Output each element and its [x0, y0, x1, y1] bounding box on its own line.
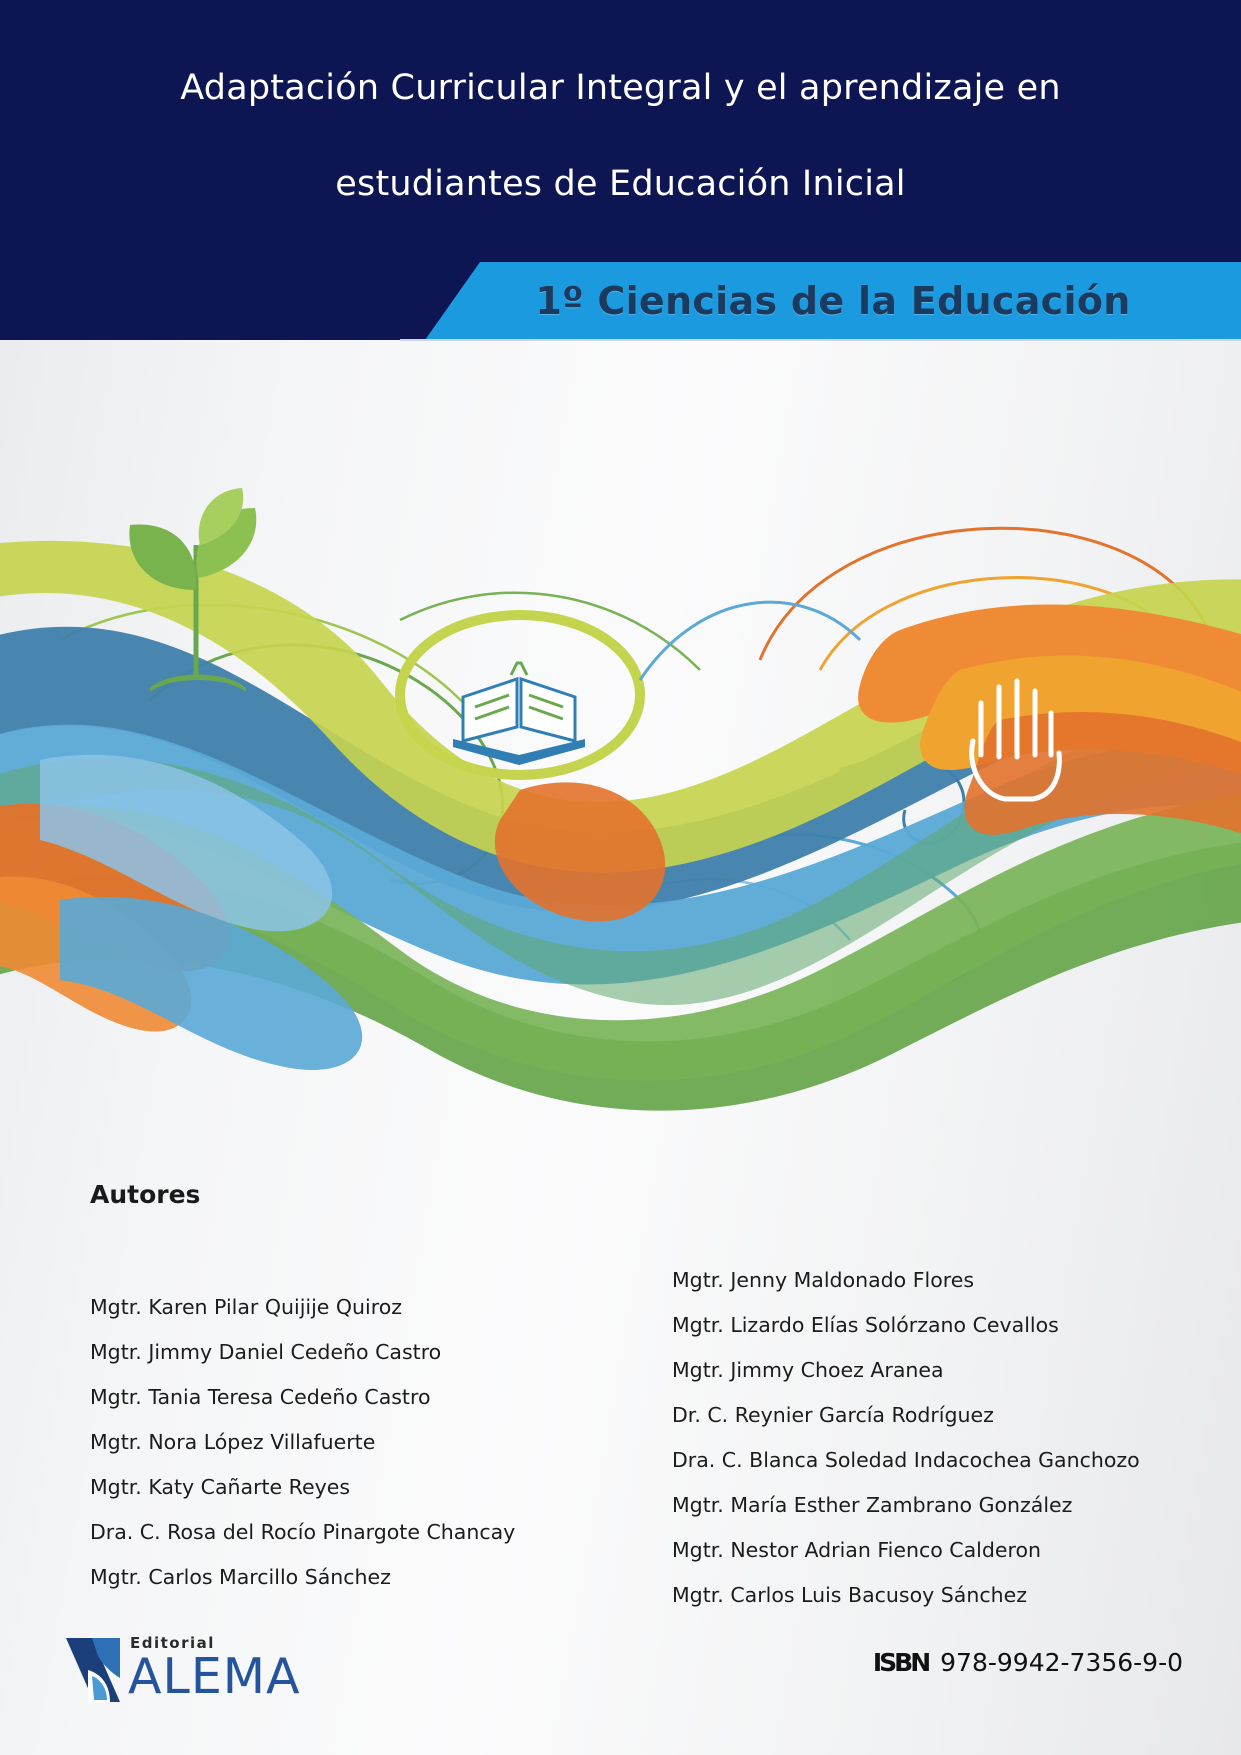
title-line-2: estudiantes de Educación Inicial: [335, 164, 906, 204]
page-title: [60, 40, 1181, 232]
author-item: Mgtr. Karen Pilar Quijije Quiroz: [90, 1295, 403, 1319]
author-item: Mgtr. Jimmy Choez Aranea: [672, 1358, 944, 1382]
authors-column-right: [672, 1258, 1140, 1618]
author-item: Mgtr. Carlos Marcillo Sánchez: [90, 1565, 391, 1589]
author-item: Mgtr. Lizardo Elías Solórzano Cevallos: [672, 1313, 1059, 1337]
author-item: Mgtr. Tania Teresa Cedeño Castro: [90, 1385, 431, 1409]
program-banner-label: 1º Ciencias de la Educación: [535, 279, 1131, 323]
author-item: Dr. C. Reynier García Rodríguez: [672, 1403, 994, 1427]
isbn: [873, 1648, 1183, 1677]
author-item: Mgtr. María Esther Zambrano González: [672, 1493, 1073, 1517]
cover-artwork: [0, 340, 1241, 1170]
publisher-prefix: Editorial: [130, 1634, 215, 1652]
author-item: Mgtr. Jimmy Daniel Cedeño Castro: [90, 1340, 442, 1364]
author-item: Mgtr. Nestor Adrian Fienco Calderon: [672, 1538, 1041, 1562]
author-item: Mgtr. Carlos Luis Bacusoy Sánchez: [672, 1583, 1027, 1607]
author-item: Dra. C. Blanca Soledad Indacochea Ganchozo: [672, 1448, 1140, 1472]
publisher-name: ALEMA: [128, 1648, 301, 1705]
authors-heading: Autores: [90, 1180, 201, 1209]
isbn-label: ISBN: [872, 1648, 929, 1677]
isbn-value: 978-9942-7356-9-0: [940, 1648, 1183, 1677]
author-item: Mgtr. Nora López Villafuerte: [90, 1430, 376, 1454]
author-item: Mgtr. Katy Cañarte Reyes: [90, 1475, 351, 1499]
title-line-1: Adaptación Curricular Integral y el aprendizaje en: [180, 68, 1061, 108]
author-item: Dra. C. Rosa del Rocío Pinargote Chancay: [90, 1520, 516, 1544]
author-item: Mgtr. Jenny Maldonado Flores: [672, 1268, 975, 1292]
authors-column-left: [90, 1285, 515, 1600]
